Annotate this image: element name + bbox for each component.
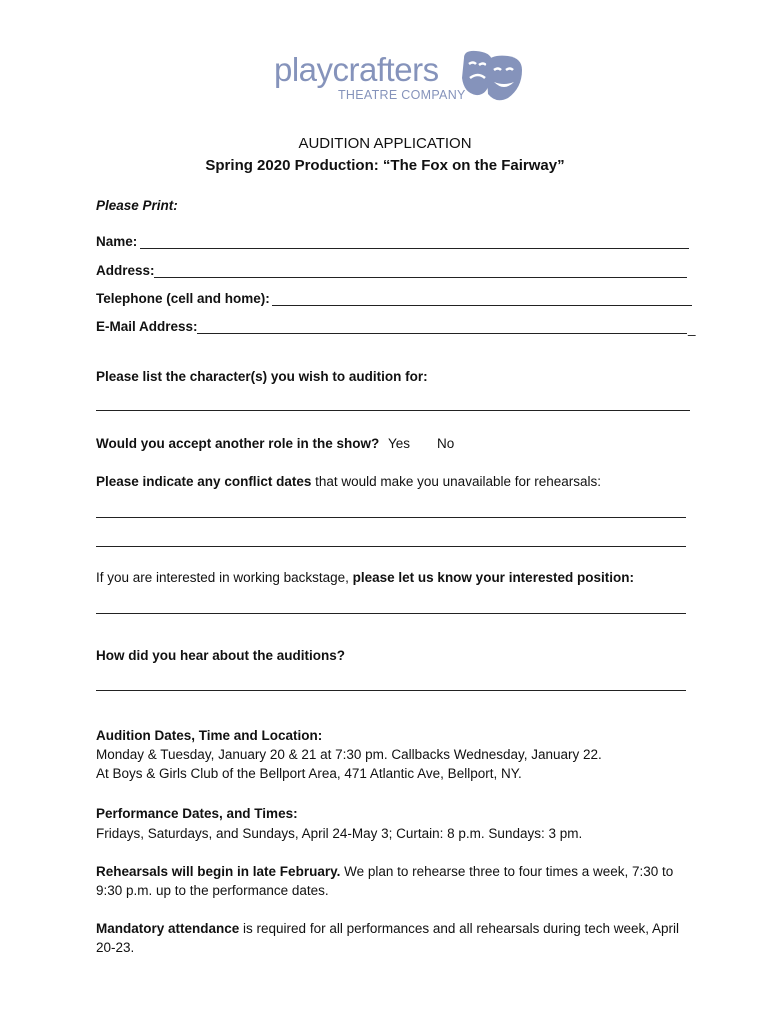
mandatory-attendance-bold: Mandatory attendance [96,921,240,936]
rehearsal-info-rest: We plan to rehearse three to four times a week, 7:30 to [340,864,674,879]
mandatory-attendance-line-1 [96,920,679,938]
production-title: Spring 2020 Production: “The Fox on the Fairway” [205,157,565,174]
backstage-answer-line[interactable] [96,613,686,614]
audition-heading: Audition Dates, Time and Location: [96,728,323,743]
characters-answer-line[interactable] [96,410,690,411]
theatre-masks-icon [456,48,528,106]
telephone-field[interactable] [272,305,692,306]
name-label: Name: [96,234,138,249]
performance-dates: Fridays, Saturdays, and Sundays, April 24-May 3; Curtain: 8 p.m. Sundays: 3 pm. [96,826,583,841]
audition-location: At Boys & Girls Club of the Bellport Area, 471 Atlantic Ave, Bellport, NY. [96,766,522,781]
conflict-question-bold: Please indicate any conflict dates [96,474,312,489]
rehearsal-info-bold: Rehearsals will begin in late February. [96,864,341,879]
rehearsal-info-line-2: 9:30 p.m. up to the performance dates. [96,883,329,898]
form-title: AUDITION APPLICATION [298,135,472,152]
no-option[interactable]: No [437,436,455,451]
characters-question: Please list the character(s) you wish to audition for: [96,369,428,384]
logo-word-play: play [274,51,333,88]
telephone-label: Telephone (cell and home): [96,291,270,306]
yes-option[interactable]: Yes [388,436,411,451]
conflict-question [96,473,601,491]
conflict-answer-line-1[interactable] [96,517,686,518]
hear-question: How did you hear about the auditions? [96,648,345,663]
backstage-question [96,569,634,587]
address-label: Address: [96,263,155,278]
name-field[interactable] [140,248,689,249]
performance-heading: Performance Dates, and Times: [96,806,298,821]
mandatory-attendance-rest: is required for all performances and all rehearsals during tech week, April [239,921,680,936]
address-field[interactable] [154,277,687,278]
hear-answer-line[interactable] [96,690,686,691]
playcrafters-logo [274,48,534,108]
conflict-question-rest: that would make you unavailable for rehearsals: [311,474,602,489]
backstage-question-bold: please let us know your interested position: [352,570,634,585]
logo-word-crafters: crafters [332,51,439,88]
logo-subtitle: THEATRE COMPANY [338,88,466,102]
mandatory-attendance-line-2: 20-23. [96,940,135,955]
please-print-label: Please Print: [96,198,178,213]
backstage-question-plain: If you are interested in working backstage, [96,570,353,585]
logo-wordmark [274,52,439,88]
conflict-answer-line-2[interactable] [96,546,686,547]
another-role-question: Would you accept another role in the show? [96,436,380,451]
email-field[interactable] [197,333,687,334]
rehearsal-info-line-1 [96,863,673,881]
audition-dates: Monday & Tuesday, January 20 & 21 at 7:30 pm. Callbacks Wednesday, January 22. [96,747,602,762]
email-trailing-underscore: _ [688,321,696,336]
email-label: E-Mail Address: [96,319,198,334]
